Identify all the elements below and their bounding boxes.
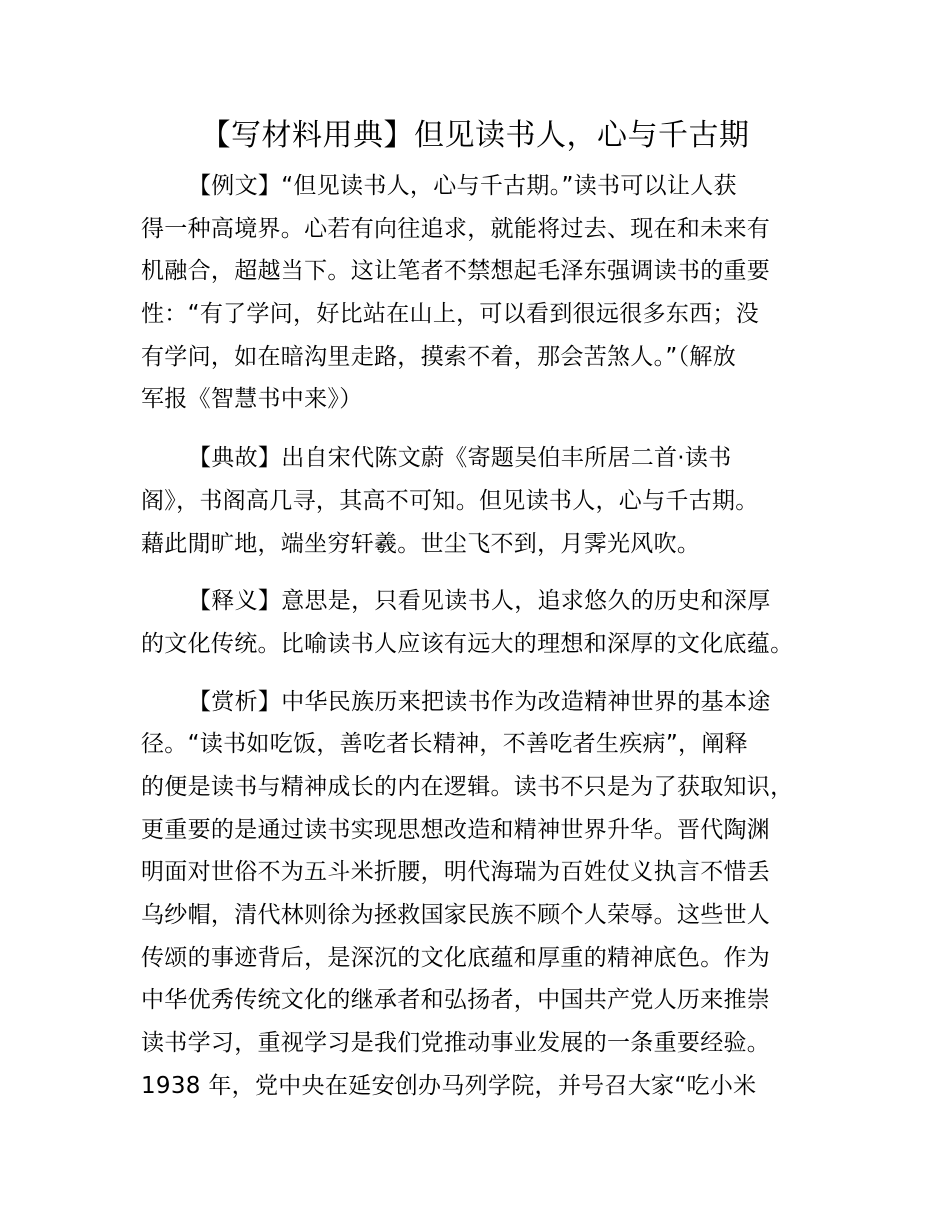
document-title: 【写材料用典】但见读书人，心与千古期	[200, 118, 750, 153]
paragraph-analysis-line: 乌纱帽，清代林则徐为拯救国家民族不顾个人荣辱。这些世人	[141, 902, 771, 928]
paragraph-example-line: 机融合，超越当下。这让笔者不禁想起毛泽东强调读书的重要	[141, 258, 771, 284]
paragraph-meaning-line: 【释义】意思是，只看见读书人，追求悠久的历史和深厚	[188, 588, 771, 614]
paragraph-allusion-line: 【典故】出自宋代陈文蔚《寄题吴伯丰所居二首·读书	[188, 445, 732, 471]
paragraph-example-line: 【例文】“但见读书人，心与千古期。”读书可以让人获	[188, 173, 737, 199]
paragraph-allusion-line: 藉此閒旷地，端坐穷轩羲。世尘飞不到，月霁光风吹。	[141, 531, 701, 557]
paragraph-analysis-line: 更重要的是通过读书实现思想改造和精神世界升华。晋代陶渊	[141, 817, 771, 843]
paragraph-allusion-line: 阁》，书阁高几寻，其高不可知。但见读书人，心与千古期。	[141, 488, 759, 514]
paragraph-analysis-line: 明面对世俗不为五斗米折腰，明代海瑞为百姓仗义执言不惜丢	[141, 859, 771, 885]
paragraph-meaning-line: 的文化传统。比喻读书人应该有远大的理想和深厚的文化底蕴。	[141, 631, 794, 657]
paragraph-example-line: 得一种高境界。心若有向往追求，就能将过去、现在和未来有	[141, 216, 771, 242]
paragraph-analysis-line: 传颂的事迹背后，是深沉的文化底蕴和厚重的精神底色。作为	[141, 945, 771, 971]
paragraph-example-line: 有学问，如在暗沟里走路，摸索不着，那会苦煞人。”（解放	[141, 344, 737, 370]
paragraph-analysis-line: 1938 年，党中央在延安创办马列学院，并号召大家“吃小米	[141, 1073, 757, 1099]
paragraph-example-line: 性：“有了学问，好比站在山上，可以看到很远很多东西；没	[141, 301, 760, 327]
paragraph-example-line: 军报《智慧书中来》）	[141, 386, 363, 412]
paragraph-analysis-line: 的便是读书与精神成长的内在逻辑。读书不只是为了获取知识，	[141, 774, 794, 800]
paragraph-analysis-line: 读书学习，重视学习是我们党推动事业发展的一条重要经验。	[141, 1030, 771, 1056]
paragraph-analysis-line: 【赏析】中华民族历来把读书作为改造精神世界的基本途	[188, 689, 771, 715]
paragraph-analysis-line: 径。“读书如吃饭，善吃者长精神，不善吃者生疾病”，阐释	[141, 731, 748, 757]
paragraph-analysis-line: 中华优秀传统文化的继承者和弘扬者，中国共产党人历来推崇	[141, 987, 771, 1013]
